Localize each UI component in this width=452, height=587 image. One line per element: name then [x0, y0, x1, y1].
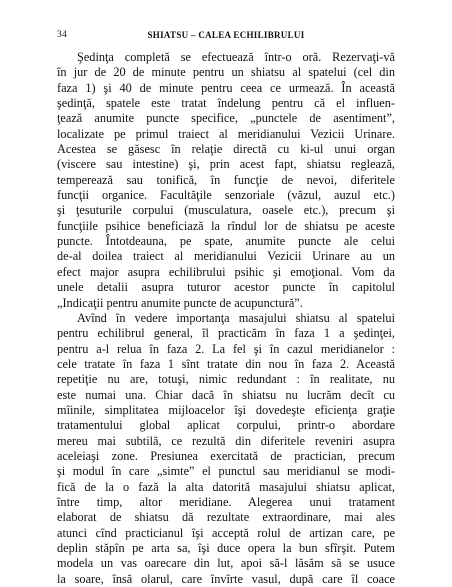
- text-line: la soare, însă olarul, care învîrte vasul, după care îl coace: [57, 571, 395, 586]
- text-line: efect major asupra echilibrului psihic şi emoţional. Vom da: [57, 264, 395, 279]
- paragraph-2: [57, 311, 395, 587]
- text-line: tratamentului global aplicat corpului, printr-o abordare: [57, 418, 395, 433]
- text-line: Acestea se găsesc în relaţie directă cu ki-ul unui organ: [57, 142, 395, 157]
- text-line: funcţiile psihice beneficiază la rîndul lor de shiatsu pe aceste: [57, 218, 395, 233]
- text-line: localizate pe primul traiect al meridianului Vezicii Urinare.: [57, 126, 395, 141]
- text-line: puncte. Întotdeauna, pe spate, anumite puncte ale celui: [57, 234, 395, 249]
- text-line: mereu mai subtilă, ce rezultă din diferitele reveniri asupra: [57, 433, 395, 448]
- text-line: ţează anumite puncte specifice, „punctele de asentiment”,: [57, 111, 395, 126]
- text-line: faza 1) şi 40 de minute pentru ceea ce urmează. În această: [57, 80, 395, 95]
- text-line: Şedinţa completă se efectuează într-o oră. Rezervaţi-vă: [77, 50, 395, 64]
- text-line: temperează sau tonifică, în funcţie de nevoi, diferitele: [57, 172, 395, 187]
- page-number: 34: [57, 30, 67, 40]
- text-line: pentru a-l relua în faza 2. La fel şi în cazul meridianelor :: [57, 341, 395, 356]
- text-line: între timp, altor meridiane. Alegerea unui tratament: [57, 494, 395, 509]
- text-line: este numai una. Chiar dacă în shiatsu nu lucrăm decît cu: [57, 387, 395, 402]
- text-line: modela un vas oarecare din lut, apoi să-l lăsăm să se usuce: [57, 556, 395, 571]
- page-header: [57, 30, 395, 44]
- text-line: elaborat de shiatsu dă rezultate extraordinare, mai ales: [57, 510, 395, 525]
- text-line: şi ţesuturile corpului (musculatura, oasele etc.), precum şi: [57, 203, 395, 218]
- text-line: aceleiaşi zone. Presiunea exercitată de practician, precum: [57, 448, 395, 463]
- text-line: repetiţie nu are, totuşi, nimic redundant : în realitate, nu: [57, 372, 395, 387]
- text-line: „Indicaţii pentru anumite puncte de acupunctură”.: [57, 295, 303, 310]
- text-line: fică de la o fază la alta datorită masajului shiatsu aplicat,: [57, 479, 395, 494]
- text-line: (viscere sau intestine) şi, prin acest fapt, shiatsu reglează,: [57, 157, 395, 172]
- text-line: mîinile, simplitatea mijloacelor îşi dovedeşte eficienţa graţie: [57, 402, 395, 417]
- text-line: unele detalii asupra tuturor acestor puncte în capitolul: [57, 280, 395, 295]
- text-line: atunci cînd practicianul îşi acceptă rolul de artizan care, pe: [57, 525, 395, 540]
- text-line: funcţii organice. Facultăţile senzoriale (văzul, auzul etc.): [57, 188, 395, 203]
- text-line: pentru echilibrul general, îl practicăm în faza 1 a şedinţei,: [57, 326, 395, 341]
- text-line: de-al doilea traiect al meridianului Vezicii Urinare au un: [57, 249, 395, 264]
- paragraph-1: [57, 50, 395, 311]
- text-line: deplin stăpîn pe arta sa, îşi duce opera la bun sfîrşit. Putem: [57, 541, 395, 555]
- text-line: şi modul în care „simte” el punctul sau meridianul se modi-: [57, 464, 395, 479]
- text-line: şedinţă, spatele este tratat îndelung pentru că el influen-: [57, 96, 395, 111]
- body-text: [57, 50, 395, 587]
- text-line: Avînd în vedere importanţa masajului shiatsu al spatelui: [77, 310, 395, 325]
- text-line: în jur de 20 de minute pentru un shiatsu al spatelui (cel din: [57, 65, 395, 80]
- text-line: cele tratate în faza 1 sînt tratate din nou în faza 2. Această: [57, 356, 395, 371]
- running-title: SHIATSU – CALEA ECHILIBRULUI: [147, 30, 305, 40]
